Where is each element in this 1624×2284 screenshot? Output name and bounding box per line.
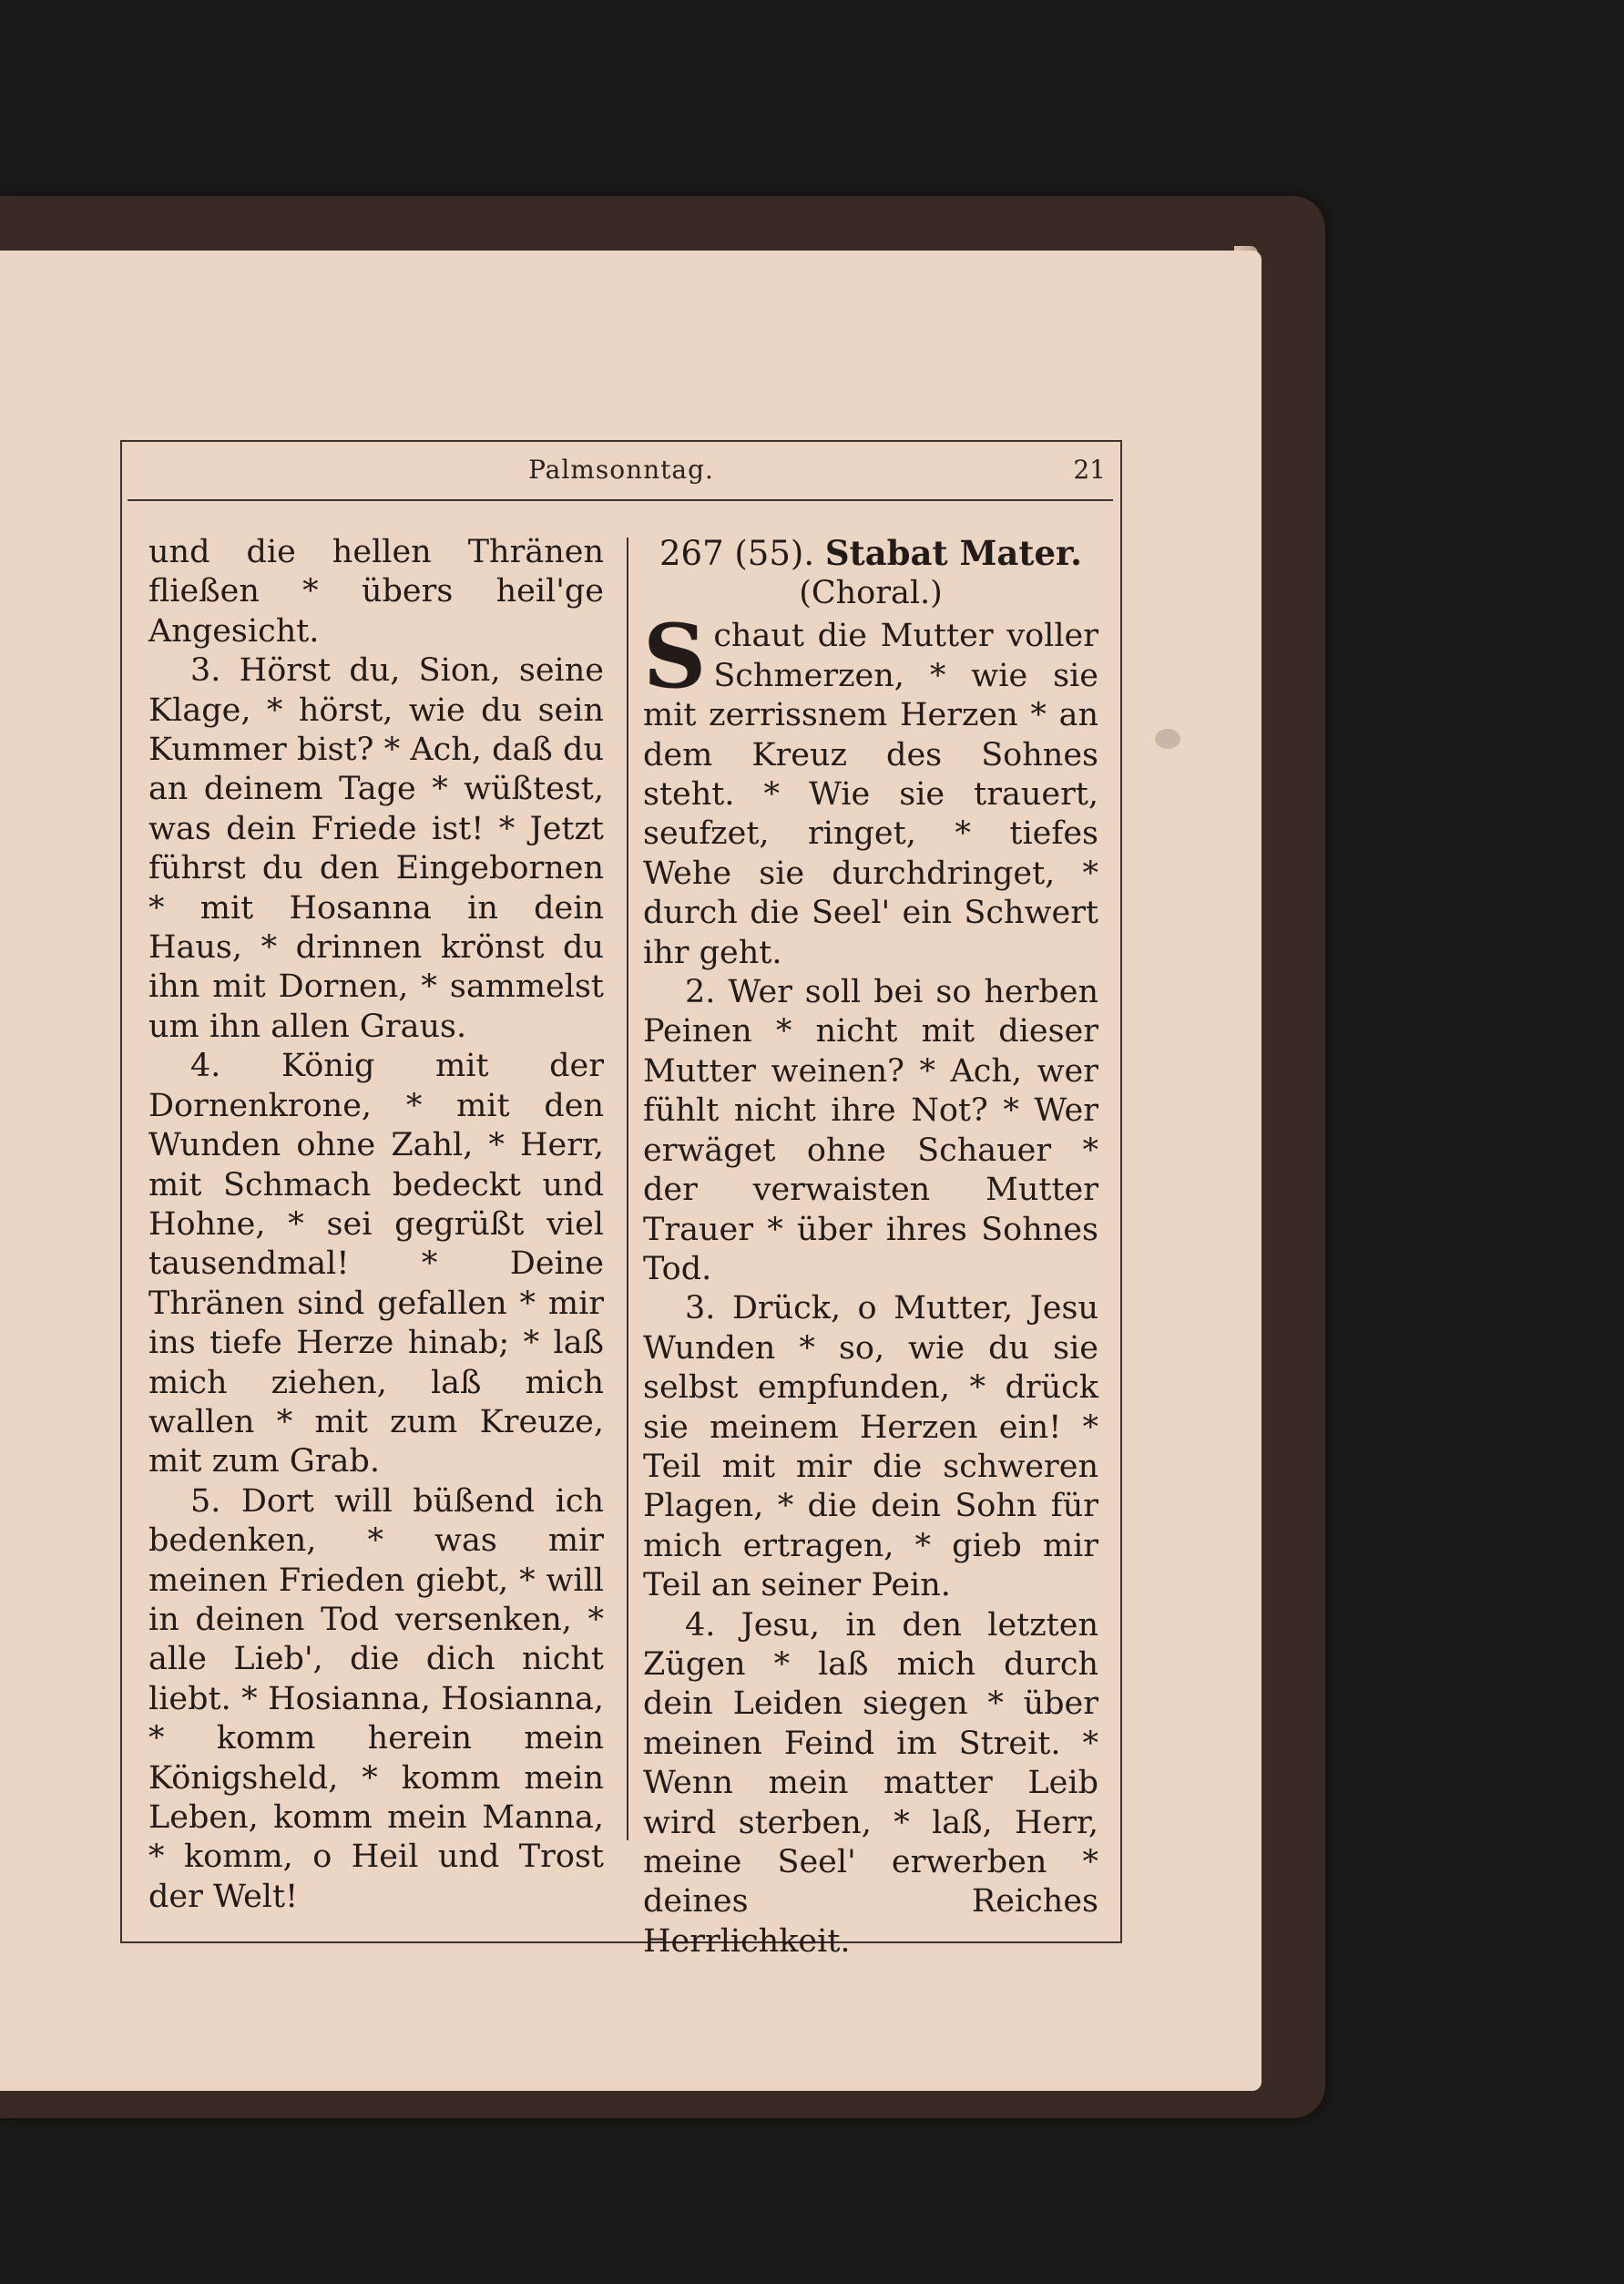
hymn-heading <box>643 533 1098 574</box>
right-column <box>643 533 1098 1961</box>
hymn-title: Stabat Mater. <box>824 533 1083 573</box>
verse-4-right: 4. Jesu, in den letzten Zügen * laß mich durch dein Leiden siegen * über meinen Feind im Streit. * Wenn mein matter Leib wird sterben, * laß, Herr, meine Seel' erwerben * deines Reiches Herrlichkeit. <box>643 1606 1098 1960</box>
running-header <box>120 451 1122 497</box>
running-title: Palmsonntag. <box>528 455 714 485</box>
left-column <box>148 533 604 1917</box>
verse-3-right: 3. Drück, o Mutter, Jesu Wunden * so, wie du sie selbst empfunden, * drück sie meinem Herzen ein! * Teil mit mir die schweren Plagen, * die dein Sohn für mich ertragen, * gieb mir Teil an seiner Pein. <box>643 1290 1098 1604</box>
column-rule <box>627 538 628 1840</box>
verse-continuation: und die hellen Thränen fließen * übers heil'ge Angesicht. <box>148 534 604 650</box>
verse-4: 4. König mit der Dornenkrone, * mit den Wunden ohne Zahl, * Herr, mit Schmach bedeckt und Hohne, * sei gegrüßt viel tausendmal! * Deine Thränen sind gefallen * mir ins tiefe Herze hinab; * laß mich ziehen, laß mich wallen * mit zum Kreuze, mit zum Grab. <box>148 1048 604 1480</box>
verse-1-text: chaut die Mutter voller Schmerzen, * wie sie mit zerrissnem Herzen * an dem Kreuz des Sohnes steht. * Wie sie trauert, seufzet, ringet, * tiefes Wehe sie durchdringet, * durch die Seel' ein Schwert ihr geht. <box>643 618 1098 971</box>
verse-3: 3. Hörst du, Sion, seine Klage, * hörst, wie du sein Kummer bist? * Ach, daß du an deinem Tage * wüßtest, was dein Friede ist! * Jetzt führst du den Eingebornen * mit Hosanna in dein Haus, * drinnen krönst du ihn mit Dornen, * sammelst um ihn allen Graus. <box>148 652 604 1045</box>
header-rule <box>128 499 1113 501</box>
paper-stain <box>1155 729 1180 749</box>
drop-cap: S <box>643 605 707 709</box>
hymn-subtitle: (Choral.) <box>799 575 943 611</box>
verse-5: 5. Dort will büßend ich bedenken, * was mir meinen Frieden giebt, * will in deinen Tod versenken, * alle Lieb', die dich nicht liebt. * Hosianna, Hosianna, * komm herein mein Königsheld, * komm mein Leben, komm mein Manna, * komm, o Heil und Trost der Welt! <box>148 1482 604 1915</box>
verse-1 <box>643 605 1098 973</box>
verse-2: 2. Wer soll bei so herben Peinen * nicht mit dieser Mutter weinen? * Ach, wer fühlt nicht ihre Not? * Wer erwäget ohne Schauer * der verwaisten Mutter Trauer * über ihres Sohnes Tod. <box>643 974 1098 1287</box>
hymn-number: 267 (55). <box>659 534 815 573</box>
page-number: 21 <box>1073 455 1106 485</box>
